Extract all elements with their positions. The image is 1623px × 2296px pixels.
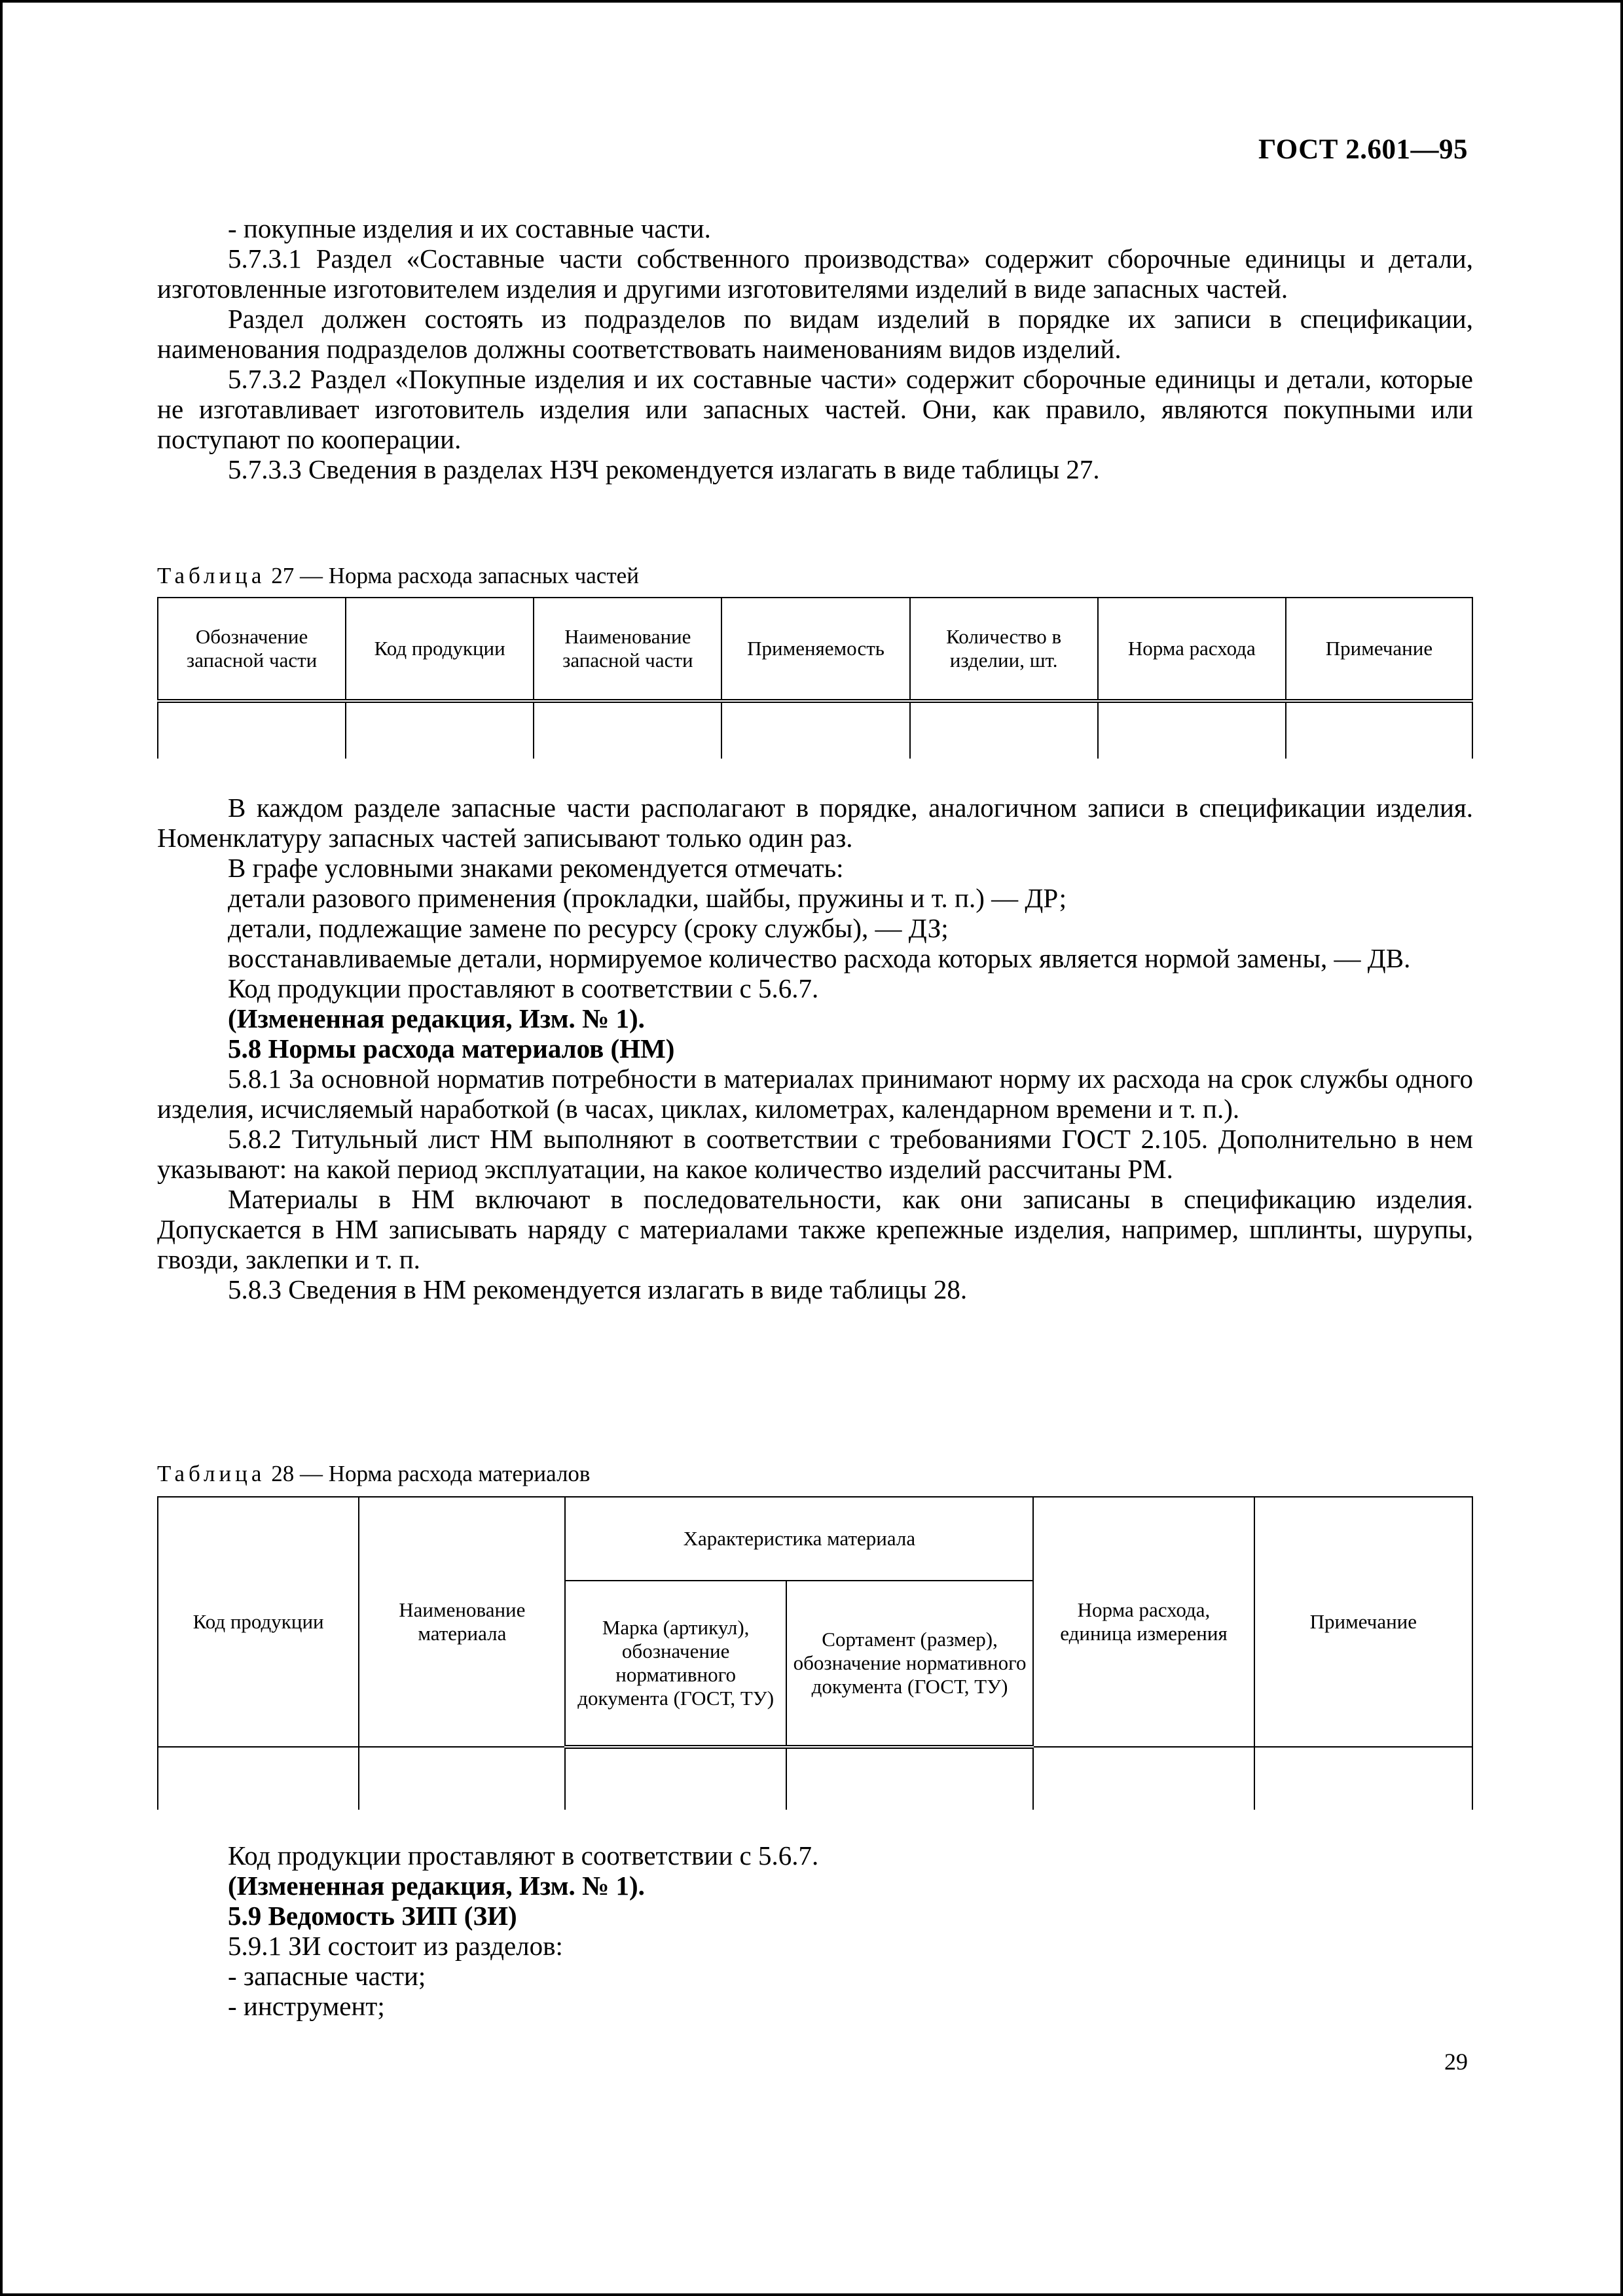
caption-text: 28 — Норма расхода материалов [265,1461,591,1486]
table28-header-characteristic: Характеристика материала [565,1497,1033,1581]
revision-note: (Измененная редакция, Изм. № 1). [228,1003,645,1033]
table28-header-note: Примечание [1254,1497,1472,1747]
table-28 [157,1496,1473,1810]
paragraph: 5.7.3.1 Раздел «Составные части собственного производства» содержит сборочные единицы и детали, изготовленные изготовителем изделия и другими изготовителями изделий в виде запасных частей. [157,243,1473,304]
standard-title: ГОСТ 2.601—95 [1258,134,1468,165]
table27-header-cell: Наименование запасной части [534,598,721,701]
paragraph: Материалы в НМ включают в последовательности, как они записаны в спецификацию изделия. Допускается в НМ записывать наряду с материалами также крепежные изделия, например, шплинты, шурупы, гвозди, заклепки и т. п. [157,1184,1473,1274]
table27-header-cell: Применяемость [721,598,909,701]
table28-header-code: Код продукции [158,1497,359,1747]
list-item: - инструмент; [228,1991,385,2021]
paragraph: восстанавливаемые детали, нормируемое количество расхода которых является нормой замены, — ДВ. [228,943,1411,973]
table28-header-sortament: Сортамент (размер), обозначение нормативного документа (ГОСТ, ТУ) [786,1581,1034,1747]
table-27 [157,597,1473,759]
paragraph: детали разового применения (прокладки, шайбы, пружины и т. п.) — ДР; [228,883,1067,913]
caption-label: Таблица [157,1461,266,1486]
table27-header-cell: Примечание [1286,598,1472,701]
caption-label: Таблица [157,563,266,588]
paragraph: Раздел должен состоять из подразделов по видам изделий в порядке их записи в спецификации, наименования подразделов должны соответствовать наименованиям видов изделий. [157,304,1473,364]
paragraph: Код продукции проставляют в соответствии с 5.6.7. [228,1840,819,1871]
list-item: - запасные части; [228,1961,426,1991]
table28-header-mark: Марка (артикул), обозначение нормативного документа (ГОСТ, ТУ) [565,1581,786,1747]
paragraph: Код продукции проставляют в соответствии с 5.6.7. [228,973,819,1003]
section-text-2 [157,793,1473,1304]
section-text-1 [157,213,1473,484]
paragraph: 5.8.2 Титульный лист НМ выполняют в соответствии с требованиями ГОСТ 2.105. Дополнительно в нем указывают: на какой период эксплуатации, на какое количество изделий рассчитаны РМ. [157,1124,1473,1184]
table27-header-cell: Обозначение запасной части [158,598,346,701]
caption-text: 27 — Норма расхода запасных частей [265,563,639,588]
section-heading: 5.9 Ведомость ЗИП (ЗИ) [228,1901,517,1931]
paragraph: В каждом разделе запасные части располагают в порядке, аналогичном записи в спецификации изделия. Номенклатуру запасных частей записывают только один раз. [157,793,1473,853]
table27-header-cell: Код продукции [346,598,534,701]
paragraph: - покупные изделия и их составные части. [228,213,711,243]
paragraph: В графе условными знаками рекомендуется отмечать: [228,853,844,883]
paragraph: детали, подлежащие замене по ресурсу (сроку службы), — ДЗ; [228,913,949,943]
table27-caption [157,563,639,589]
revision-note: (Измененная редакция, Изм. № 1). [228,1871,645,1901]
table28-caption [157,1461,590,1487]
paragraph: 5.7.3.2 Раздел «Покупные изделия и их составные части» содержит сборочные единицы и детали, которые не изготавливает изготовитель изделия или запасных частей. Они, как правило, являются покупными или поступают по кооперации. [157,364,1473,454]
table28-header-norm: Норма расхода, единица измерения [1033,1497,1254,1747]
paragraph: 5.8.3 Сведения в НМ рекомендуется излагать в виде таблицы 28. [228,1274,968,1304]
table-row [158,1747,1472,1810]
paragraph: 5.8.1 За основной норматив потребности в материалах принимают норму их расхода на срок службы одного изделия, исчисляемый наработкой (в часах, циклах, километрах, календарном времени и т. п.). [157,1064,1473,1124]
page-number: 29 [1444,2049,1468,2075]
section-heading: 5.8 Нормы расхода материалов (НМ) [228,1033,675,1064]
paragraph: 5.9.1 ЗИ состоит из разделов: [228,1931,563,1961]
paragraph: 5.7.3.3 Сведения в разделах НЗЧ рекомендуется излагать в виде таблицы 27. [228,454,1100,484]
table27-header-cell: Норма расхода [1098,598,1286,701]
section-text-3 [157,1840,1473,2021]
table27-header-cell: Количество в изделии, шт. [910,598,1098,701]
table-row [158,701,1472,759]
table28-header-name: Наименование материала [359,1497,565,1747]
